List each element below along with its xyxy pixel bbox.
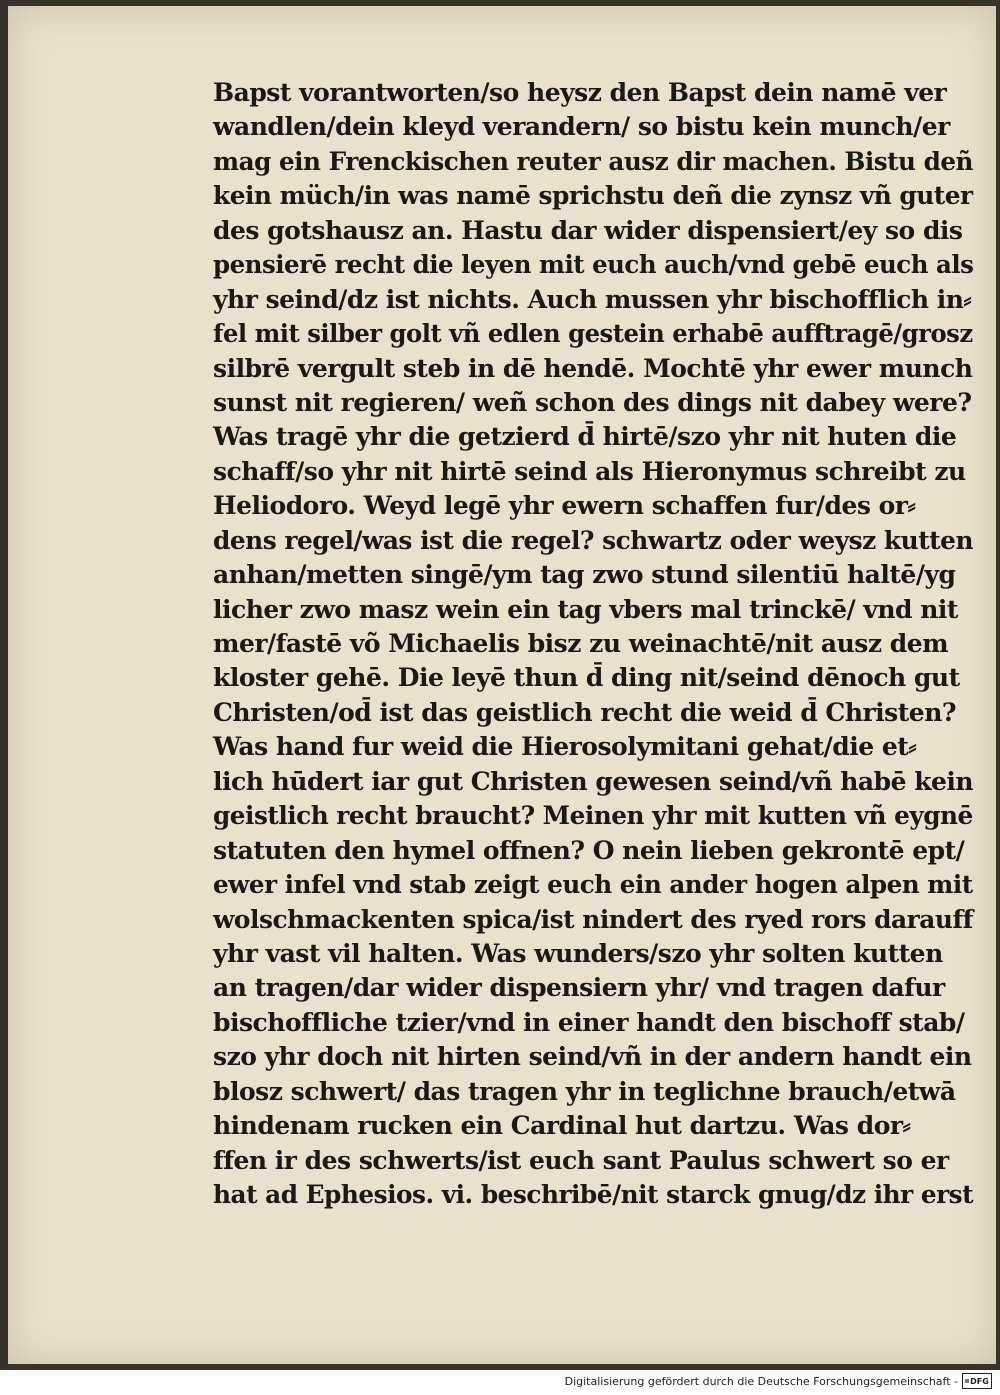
text-line: blosz schwert/ das tragen yhr in teglichne brauch/etwā — [213, 1076, 956, 1106]
text-line: des gotshausz an. Hastu dar wider dispensiert/ey so dis — [213, 215, 963, 245]
text-line: Christen/od̄ ist das geistlich recht die weid d̄ Christen? — [213, 697, 957, 727]
text-line: schaff/so yhr nit hirtē seind als Hieronymus schreibt zu — [213, 456, 966, 486]
text-line: dens regel/was ist die regel? schwartz oder weysz kutten — [213, 525, 974, 555]
text-line: bischoffliche tzier/vnd in einer handt den bischoff stab/ — [213, 1007, 965, 1037]
text-line: anhan/metten singē/ym tag zwo stund silentiū haltē/yg — [213, 560, 956, 590]
text-line: hat ad Ephesios. vi. beschribē/nit starck gnug/dz ihr erst — [213, 1180, 974, 1209]
text-line: yhr vast vil halten. Was wunders/szo yhr solten kutten — [213, 938, 943, 968]
text-line: licher zwo masz wein ein tag vbers mal trinckē/ vnd nit — [213, 594, 958, 624]
text-line: geistlich recht braucht? Meinen yhr mit kutten vñ eygnē — [213, 801, 973, 831]
text-line: kloster gehē. Die leyē thun d̄ ding nit/seind dēnoch gut — [213, 663, 960, 693]
text-line: wandlen/dein kleyd verandern/ so bistu kein munch/er — [213, 112, 950, 142]
text-line: Heliodoro. Weyd legē yhr ewern schaffen fur/des or⸗ — [213, 491, 916, 521]
text-line: mag ein Frenckischen reuter ausz dir machen. Bistu deñ — [213, 146, 973, 176]
dfg-logo-text: DFG — [970, 1376, 989, 1386]
text-line: Was hand fur weid die Hierosolymitani gehat/die et⸗ — [213, 732, 917, 762]
text-line: wolschmackenten spica/ist nindert des ryed rors darauff — [213, 904, 973, 934]
text-line: pensierē recht die leyen mit euch auch/vnd gebē euch als — [213, 250, 974, 280]
book-page — [8, 6, 996, 1364]
dfg-logo-icon — [962, 1373, 992, 1389]
text-line: Was tragē yhr die getzierd d̄ hirtē/szo yhr nit huten die — [213, 422, 957, 452]
text-line: szo yhr doch nit hirten seind/vñ in der andern handt ein — [213, 1042, 972, 1072]
text-line: ffen ir des schwerts/ist euch sant Paulus schwert so er — [213, 1145, 949, 1175]
text-line: silbrē vergult steb in dē hendē. Mochtē yhr ewer munch — [213, 353, 973, 383]
text-line: fel mit silber golt vñ edlen gestein erhabē aufftragē/grosz — [213, 319, 973, 349]
text-line: an tragen/dar wider dispensiern yhr/ vnd tragen dafur — [213, 973, 945, 1003]
footer — [565, 1371, 992, 1391]
text-line: statuten den hymel offnen? O nein lieben gekrontē ept/ — [213, 835, 965, 865]
text-line: ewer infel vnd stab zeigt euch ein ander hogen alpen mit — [213, 870, 973, 900]
text-line: lich hūdert iar gut Christen gewesen seind/vñ habē kein — [213, 766, 974, 796]
text-line: kein müch/in was namē sprichstu deñ die zynsz vñ guter — [213, 181, 973, 211]
text-line: Bapst vorantworten/so heysz den Bapst dein namē ver — [213, 78, 947, 107]
text-line: sunst nit regieren/ weñ schon des dings nit dabey were? — [213, 387, 972, 417]
text-block — [213, 76, 973, 1212]
footer-credit: Digitalisierung gefördert durch die Deutsche Forschungsgemeinschaft - — [564, 1374, 958, 1388]
text-line: yhr seind/dz ist nichts. Auch mussen yhr bischofflich in⸗ — [213, 284, 972, 314]
text-line: mer/fastē võ Michaelis bisz zu weinachtē/nit ausz dem — [213, 629, 949, 658]
text-line: hindenam rucken ein Cardinal hut dartzu. Was dor⸗ — [213, 1111, 911, 1141]
